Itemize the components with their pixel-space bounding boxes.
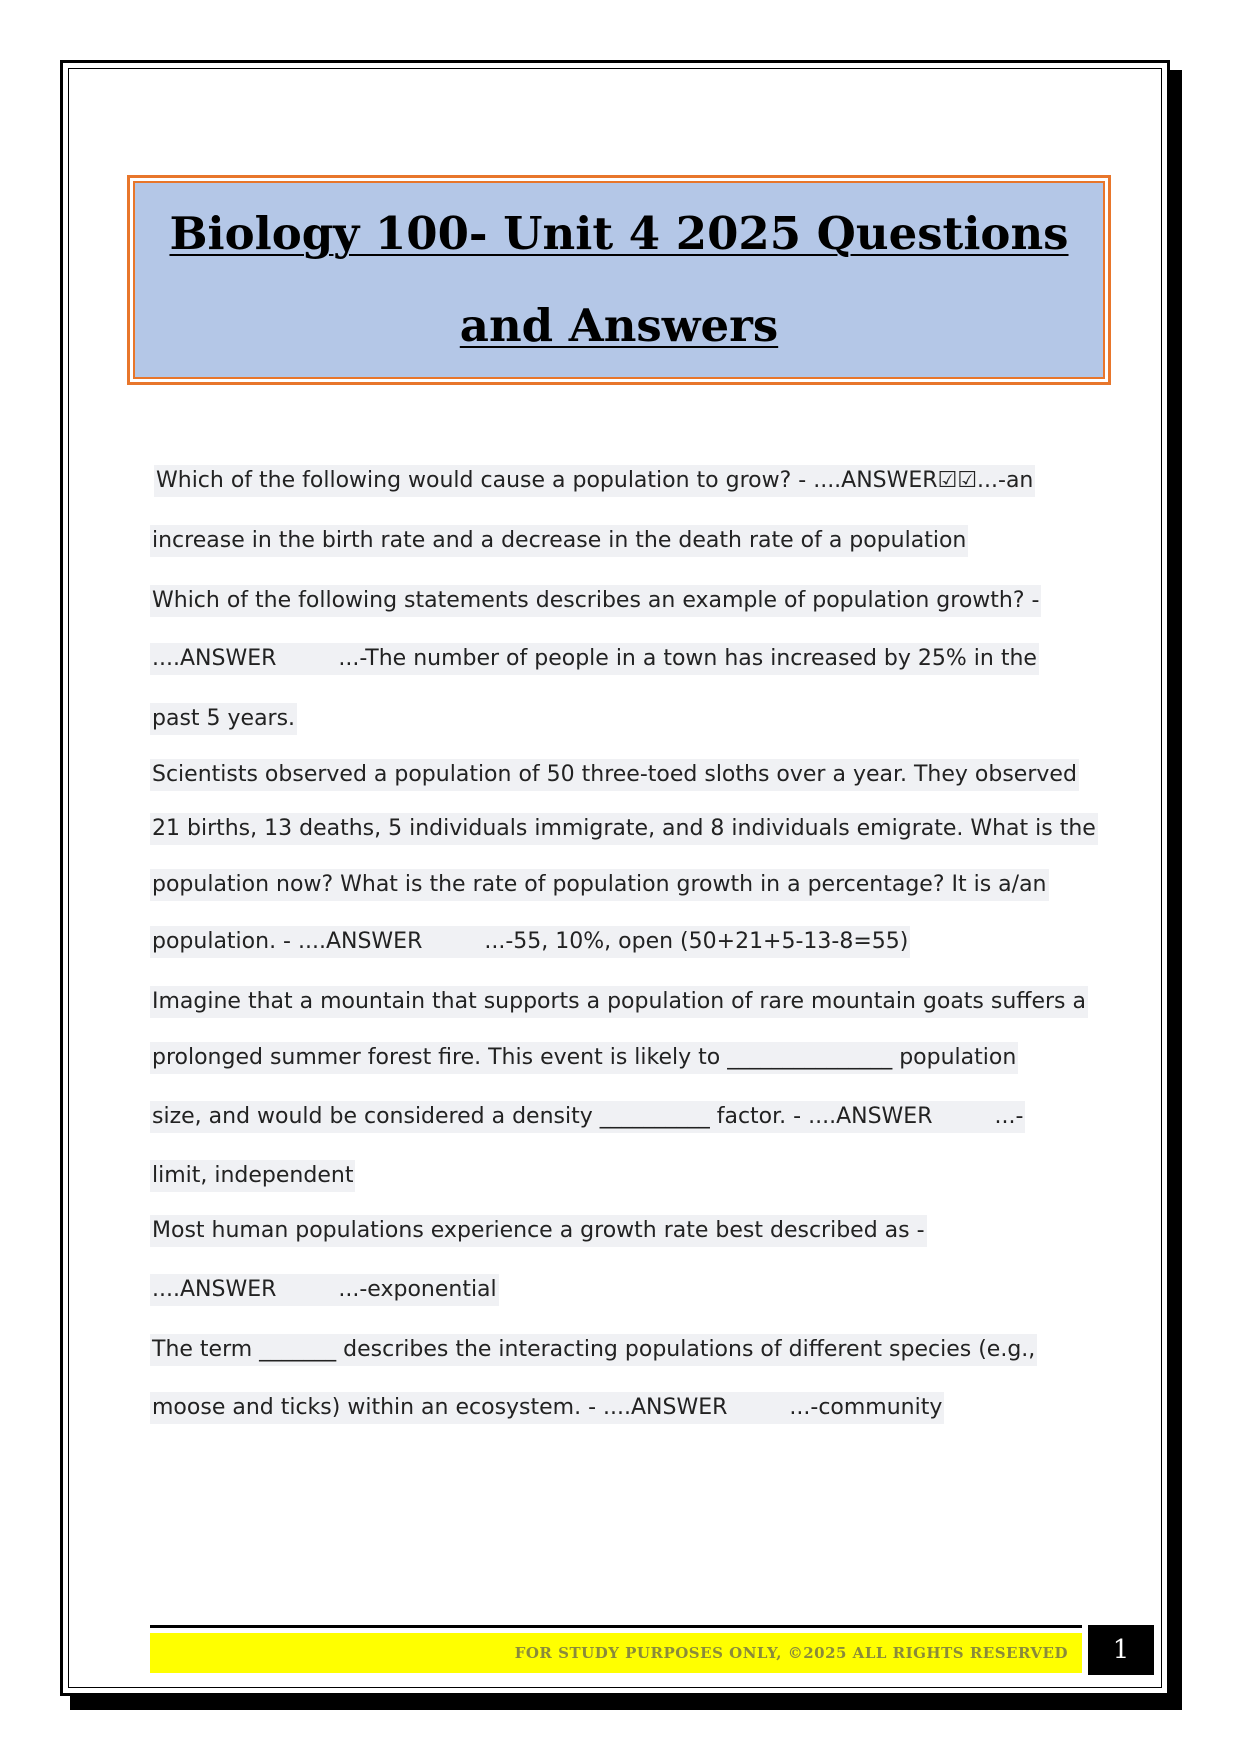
qa-line: increase in the birth rate and a decrease in the death rate of a population — [150, 525, 968, 557]
qa-line-answer: ...-55, 10%, open (50+21+5-13-8=55) — [484, 929, 909, 954]
qa-line-lead: population. - ....ANSWER — [152, 929, 423, 954]
qa-line — [150, 926, 910, 958]
qa-line: Which of the following statements describes an example of population growth? - — [150, 585, 1041, 617]
qa-line — [150, 1101, 1025, 1133]
qa-line-lead: size, and would be considered a density __________ factor. - ....ANSWER — [152, 1104, 933, 1129]
qa-line: Imagine that a mountain that supports a population of rare mountain goats suffers a — [150, 986, 1088, 1018]
qa-line: 21 births, 13 deaths, 5 individuals immigrate, and 8 individuals emigrate. What is the — [150, 813, 1098, 845]
qa-line: population now? What is the rate of population growth in a percentage? It is a/an — [150, 869, 1049, 901]
title-background — [133, 181, 1105, 379]
qa-line: prolonged summer forest fire. This event is likely to _______________ population — [150, 1042, 1018, 1074]
document-title: Biology 100- Unit 4 2025 Questions and Answers — [169, 207, 1069, 352]
qa-line-answer: ...-community — [789, 1395, 943, 1420]
qa-line: past 5 years. — [150, 703, 297, 735]
page-number: 1 — [1112, 1635, 1130, 1665]
qa-line: The term _______ describes the interacting populations of different species (e.g., — [150, 1334, 1037, 1366]
qa-line-answer: ...- — [994, 1104, 1024, 1129]
qa-line-lead: ....ANSWER — [152, 1277, 277, 1302]
footer-bar — [150, 1633, 1082, 1673]
footer-notice: FOR STUDY PURPOSES ONLY, ©2025 ALL RIGHTS RESERVED — [514, 1644, 1068, 1662]
qa-line: limit, independent — [150, 1160, 355, 1192]
qa-line-lead: moose and ticks) within an ecosystem. - ....ANSWER — [152, 1395, 728, 1420]
qa-line-answer: ...-exponential — [338, 1277, 497, 1302]
title-box — [127, 175, 1111, 385]
qa-line — [150, 1392, 944, 1424]
qa-line: Most human populations experience a growth rate best described as - — [150, 1215, 927, 1247]
qa-line: Which of the following would cause a population to grow? - ....ANSWER☑☑...-an — [154, 465, 1035, 497]
footer-rule — [150, 1625, 1082, 1628]
qa-line — [150, 643, 1039, 675]
qa-line-lead: ....ANSWER — [152, 646, 277, 671]
page-number-box — [1088, 1625, 1154, 1675]
qa-line-answer: ...-The number of people in a town has increased by 25% in the — [338, 646, 1037, 671]
qa-line: Scientists observed a population of 50 three-toed sloths over a year. They observed — [150, 759, 1079, 791]
qa-line — [150, 1274, 499, 1306]
